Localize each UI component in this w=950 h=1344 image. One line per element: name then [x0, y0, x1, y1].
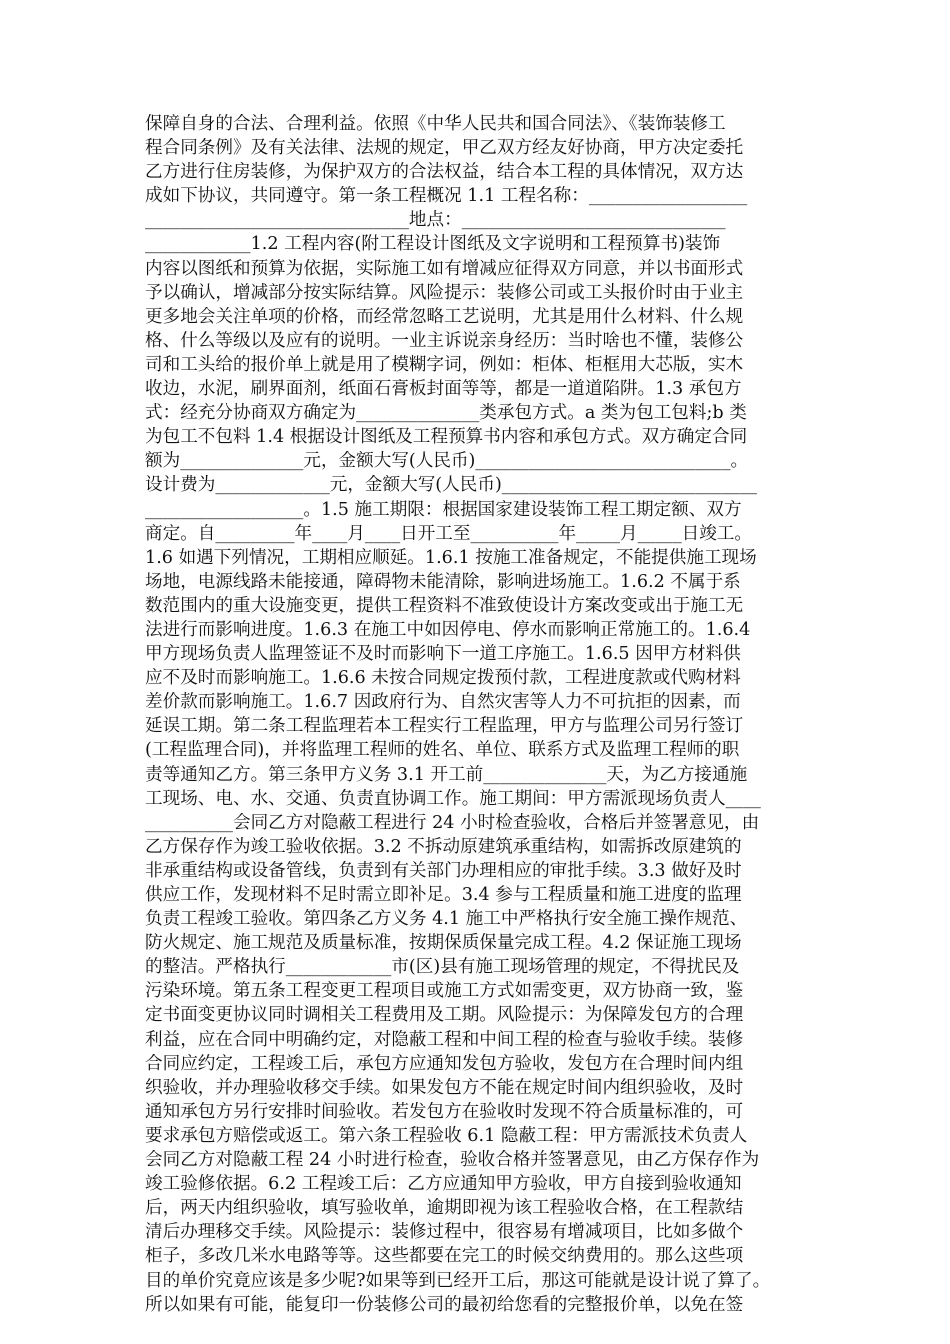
text-line: 织验收，并办理验收移交手续。如果发包方不能在规定时间内组织验收，及时	[145, 1077, 744, 1098]
text-line: 设计费为_____________元，金额大写(人民币)_____________________________	[145, 475, 757, 496]
text-line: __________________。1.5 施工期限：根据国家建设装饰工程工期定额、双方	[145, 499, 742, 520]
text-line: __________会同乙方对隐蔽工程进行 24 小时检查验收，合格后并签署意见，由	[145, 812, 760, 833]
text-line: 目的单价究竟应该是多少呢?如果等到已经开工后，那这可能就是设计说了算了。	[145, 1270, 771, 1291]
text-line: 式：经充分协商双方确定为______________类承包方式。a 类为包工包料;b 类	[145, 403, 747, 424]
text-line: 程合同条例》及有关法律、法规的规定，甲乙双方经友好协商，甲方决定委托	[145, 138, 744, 159]
text-line: 工现场、电、水、交通、负责直协调工作。施工期间：甲方需派现场负责人____	[145, 788, 761, 809]
text-line: 污染环境。第五条工程变更工程项目或施工方式如需变更，双方协商一致，鉴	[145, 981, 744, 1002]
text-line: 甲方现场负责人监理签证不及时而影响下一道工序施工。1.6.5 因甲方材料供	[145, 644, 741, 665]
text-line: 乙方保存作为竣工验收依据。3.2 不拆动原建筑承重结构，如需拆改原建筑的	[145, 836, 742, 857]
text-line: 成如下协议，共同遵守。第一条工程概况 1.1 工程名称：__________________	[145, 186, 748, 207]
text-line: 所以如果有可能，能复印一份装修公司的最初给您看的完整报价单，以免在签	[145, 1294, 744, 1315]
text-line: 场地，电源线路未能接通，障碍物未能清除，影响进场施工。1.6.2 不属于系	[145, 571, 741, 592]
text-line: 格、什么等级以及应有的说明。一业主诉说亲身经历：当时啥也不懂，装修公	[145, 330, 744, 351]
text-line: 保障自身的合法、合理利益。依照《中华人民共和国合同法》、《装饰装修工	[145, 114, 726, 134]
contract-page	[145, 112, 825, 1317]
text-line: 通知承包方另行安排时间验收。若发包方在验收时发现不符合质量标准的，可	[145, 1101, 744, 1122]
text-line: 竣工验修依据。6.2 工程竣工后：乙方应通知甲方验收，甲方自接到验收通知	[145, 1174, 742, 1195]
text-line: (工程监理合同)，并将监理工程师的姓名、单位、联系方式及监理工程师的职	[145, 740, 740, 761]
text-line: 柜子，多改几米水电路等等。这些都要在完工的时候交纳费用的。那么这些项	[145, 1246, 744, 1267]
text-line: 为包工不包料 1.4 根据设计图纸及工程预算书内容和承包方式。双方确定合同	[145, 427, 748, 448]
text-line: 额为______________元，金额大写(人民币)_____________________________。	[145, 451, 749, 472]
text-line: ______________________________地点：______________________________	[145, 210, 726, 231]
text-line: 非承重结构或设备管线，负责到有关部门办理相应的审批手续。3.3 做好及时	[145, 860, 742, 881]
text-line: 予以确认，增减部分按实际结算。风险提示：装修公司或工头报价时由于业主	[145, 282, 744, 303]
text-line: 数范围内的重大设施变更，提供工程资料不准致使设计方案改变或出于施工无	[145, 595, 744, 616]
text-line: 清后办理移交手续。风险提示：装修过程中，很容易有增减项目，比如多做个	[145, 1222, 744, 1243]
text-line: 司和工头给的报价单上就是用了模糊字词，例如：柜体、柜框用大芯版，实木	[145, 354, 744, 375]
text-line: ____________1.2 工程内容(附工程设计图纸及文字说明和工程预算书)装饰	[145, 234, 721, 255]
text-line: 差价款而影响施工。1.6.7 因政府行为、自然灾害等人力不可抗拒的因素，而	[145, 692, 741, 713]
text-line: 要求承包方赔偿或返工。第六条工程验收 6.1 隐蔽工程：甲方需派技术负责人	[145, 1125, 748, 1146]
text-line: 防火规定、施工规范及质量标准，按期保质保量完成工程。4.2 保证施工现场	[145, 933, 742, 954]
text-line: 会同乙方对隐蔽工程 24 小时进行检查，验收合格并签署意见，由乙方保存作为	[145, 1150, 760, 1171]
text-line: 应不及时而影响施工。1.6.6 未按合同规定拨预付款，工程进度款或代购材料	[145, 668, 741, 689]
text-line: 的整洁。严格执行____________市(区)县有施工现场管理的规定，不得扰民及	[145, 957, 740, 978]
text-line: 乙方进行住房装修，为保护双方的合法权益，结合本工程的具体情况，双方达	[145, 162, 744, 183]
text-line: 利益，应在合同中明确约定，对隐蔽工程和中间工程的检查与验收手续。装修	[145, 1029, 744, 1050]
text-line: 更多地会关注单项的价格，而经常忽略工艺说明，尤其是用什么材料、什么规	[145, 306, 744, 327]
text-line: 延误工期。第二条工程监理若本工程实行工程监理，甲方与监理公司另行签订	[145, 716, 744, 737]
text-line: 商定。自_________年____月____日开工至__________年_____月_____日竣工。	[145, 523, 752, 544]
text-line: 后，两天内组织验收，填写验收单，逾期即视为该工程验收合格，在工程款结	[145, 1198, 744, 1219]
text-line: 合同应约定，工程竣工后，承包方应通知发包方验收，发包方在合理时间内组	[145, 1053, 744, 1074]
text-line: 供应工作，发现材料不足时需立即补足。3.4 参与工程质量和施工进度的监理	[145, 885, 742, 905]
text-line: 定书面变更协议同时调相关工程费用及工期。风险提示：为保障发包方的合理	[145, 1005, 744, 1026]
text-line: 收边，水泥，刷界面剂，纸面石膏板封面等等，都是一道道陷阱。1.3 承包方	[145, 379, 742, 400]
text-line: 法进行而影响进度。1.6.3 在施工中如因停电、停水而影响正常施工的。1.6.4	[145, 619, 751, 640]
text-line: 责等通知乙方。第三条甲方义务 3.1 开工前______________天，为乙方接通施	[145, 764, 748, 785]
text-line: 内容以图纸和预算为依据，实际施工如有增减应征得双方同意，并以书面形式	[145, 258, 744, 279]
text-line: 负责工程竣工验收。第四条乙方义务 4.1 施工中严格执行安全施工操作规范、	[145, 909, 748, 930]
text-line: 1.6 如遇下列情况，工期相应顺延。1.6.1 按施工准备规定，不能提供施工现场	[145, 547, 757, 568]
